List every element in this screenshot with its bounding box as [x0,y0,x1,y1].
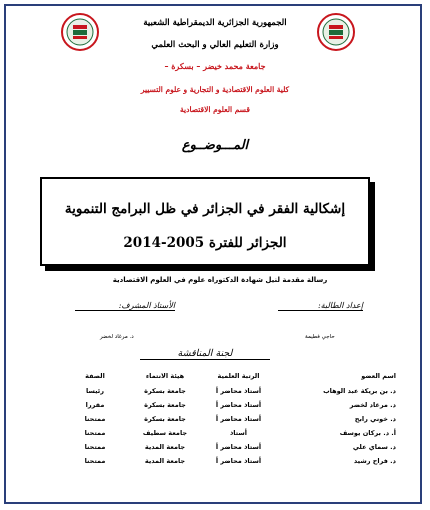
republic-name: الجمهورية الجزائرية الديمقراطية الشعبية [143,18,287,28]
jury-institution: جامعة سطيف [142,429,188,437]
jury-rank: أستاذ [229,429,248,437]
jury-name: د. خوني رابح [354,415,396,423]
supervisor-label: الأستاذ المشرف: [75,301,175,311]
subject-label: المـــوضــوع [181,138,249,153]
jury-role: رئيسا [86,387,104,395]
department-name: قسم العلوم الاقتصادية [180,105,250,114]
jury-name: د. فراح رشيد [353,457,396,465]
jury-role: ممتحنا [84,443,106,451]
jury-institution: جامعة بسكرة [144,415,186,423]
jury-rank: أستاذ محاضر أ [215,457,262,465]
jury-role: ممتحنا [84,429,106,437]
jury-name: د. بن بريكة عبد الوهاب [323,387,396,395]
student-label: إعداد الطالبة: [278,301,363,311]
jury-role: ممتحنا [84,457,106,465]
jury-institution: جامعة بسكرة [144,387,186,395]
jury-rank: أستاذ محاضر أ [215,401,262,409]
thesis-note: رسالة مقدمة لنيل شهادة الدكتوراه علوم في العلوم الاقتصادية [112,276,328,284]
student-name: حاجي فطيمة [305,334,335,340]
jury-name: د. مرغاد لخضر [349,401,396,409]
ministry-name: وزارة التعليم العالي و البحث العلمي [151,40,279,50]
thesis-title-line-2: الجزائر للفترة 2005-2014 [123,235,287,251]
jury-rank: أستاذ محاضر أ [215,415,262,423]
jury-institution: جامعة المدية [144,457,186,465]
jury-header-institution: هيئة الانتماء [145,372,185,380]
thesis-title-line-1: إشكالية الفقر في الجزائر في ظل البرامج التنموية [64,201,346,217]
jury-name: أ. د. بركان يوسف [339,429,396,437]
jury-name: د. سماي علي [352,443,396,451]
jury-header-role: الصفة [85,372,105,380]
faculty-name: كلية العلوم الاقتصادية و التجارية و علوم التسيير [140,85,290,94]
supervisor-name: د. مرغاد لخضر [100,334,134,340]
jury-role: مقررا [85,401,105,409]
jury-institution: جامعة بسكرة [144,401,186,409]
jury-header-rank: الرتبة العلمية [217,372,260,380]
university-name: جامعة محمد خيضر – بسكرة – [164,61,266,71]
jury-institution: جامعة المدية [144,443,186,451]
jury-header-name: اسم العضو [361,372,396,380]
title-box [40,177,370,266]
committee-label: لجنة المناقشة [140,348,270,360]
jury-role: ممتحنا [84,415,106,423]
jury-rank: أستاذ محاضر أ [215,443,262,451]
jury-rank: أستاذ محاضر أ [215,387,262,395]
